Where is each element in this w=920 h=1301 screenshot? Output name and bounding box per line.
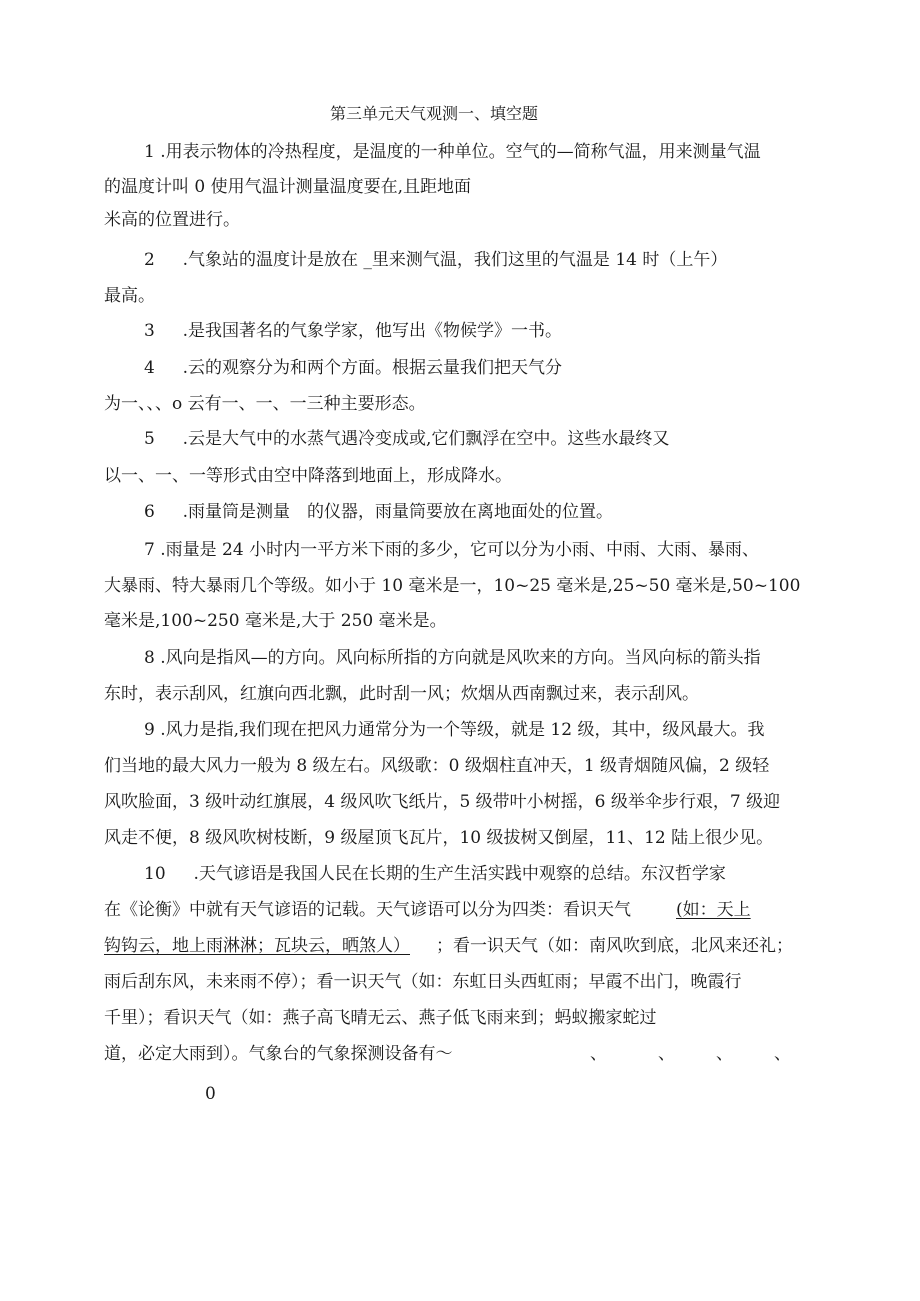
text-line: 4 .云的观察分为和两个方面。根据云量我们把天气分 (144, 358, 563, 378)
separator-mark: 、 (774, 1044, 791, 1064)
text-line: 9 .风力是指,我们现在把风力通常分为一个等级，就是 12 级，其中，级风最大。我 (144, 720, 765, 740)
text-line: 以一、一、一等形式由空中降落到地面上，形成降水。 (104, 466, 512, 486)
text-line: 千里）；看识天气（如：燕子高飞晴无云、燕子低飞雨来到；蚂蚁搬家蛇过 (104, 1008, 657, 1028)
text-line: 米高的位置进行。 (104, 210, 240, 230)
separator-mark: 、 (590, 1044, 607, 1064)
text-line: 3 .是我国著名的气象学家，他写出《物候学》一书。 (144, 321, 563, 341)
text-line: 风走不便，8 级风吹树枝断，9 级屋顶飞瓦片，10 级拔树又倒屋，11、12 陆上很少见。 (104, 828, 774, 848)
text-line: 6 .雨量筒是测量 的仪器，雨量筒要放在离地面处的位置。 (144, 502, 614, 522)
text-line: 8 .风向是指风—的方向。风向标所指的方向就是风吹来的方向。当风向标的箭头指 (144, 648, 761, 668)
document-title: 第三单元天气观测一、填空题 (330, 104, 539, 123)
text-line: 道，必定大雨到）。气象台的气象探测设备有～ (104, 1044, 453, 1064)
separator-mark: 、 (716, 1044, 733, 1064)
text-line: 们当地的最大风力一般为 8 级左右。风级歌：0 级烟柱直冲天，1 级青烟随风偏，2 级轻 (104, 756, 770, 776)
text-line: 毫米是,100~250 毫米是,大于 250 毫米是。 (104, 611, 447, 631)
text-line: 的温度计叫 0 使用气温计测量温度要在,且距地面 (104, 177, 472, 197)
text-line: 0 (205, 1084, 216, 1104)
text-line: 风吹脸面，3 级叶动红旗展，4 级风吹飞纸片，5 级带叶小树摇，6 级举伞步行艰，7 级迎 (104, 792, 781, 812)
text-line: 在《论衡》中就有天气谚语的记载。天气谚语可以分为四类：看识天气 (104, 900, 631, 920)
underlined-text: 钩钩云，地上雨淋淋；瓦块云，晒煞人） (104, 936, 410, 956)
text-line: 1 .用表示物体的冷热程度，是温度的一种单位。空气的—简称气温，用来测量气温 (144, 142, 761, 162)
text-line: 最高。 (104, 286, 155, 306)
text-line: 大暴雨、特大暴雨几个等级。如小于 10 毫米是一，10~25 毫米是,25~50 毫米是,50~100 (104, 576, 801, 596)
text-line: 东时，表示刮风，红旗向西北飘，此时刮一风；炊烟从西南飘过来，表示刮风。 (104, 684, 699, 704)
text-line: 10 .天气谚语是我国人民在长期的生产生活实践中观察的总结。东汉哲学家 (144, 864, 726, 884)
text-line: 7 .雨量是 24 小时内一平方米下雨的多少，它可以分为小雨、中雨、大雨、暴雨、 (144, 540, 760, 560)
separator-mark: 、 (658, 1044, 675, 1064)
text-line: 雨后刮东风，未来雨不停）；看一识天气（如：东虹日头西虹雨；早霞不出门，晚霞行 (104, 972, 742, 992)
text-line: ；看一识天气（如：南风吹到底，北风来还礼； (436, 936, 793, 956)
text-line: 2 .气象站的温度计是放在 _里来测气温，我们这里的气温是 14 时（上午） (144, 250, 728, 270)
text-line: 为一、、、o 云有一、一、一三种主要形态。 (104, 394, 426, 414)
text-line: 5 .云是大气中的水蒸气遇冷变成或,它们飘浮在空中。这些水最终又 (144, 429, 670, 449)
underlined-text: (如：天上 (676, 900, 751, 920)
